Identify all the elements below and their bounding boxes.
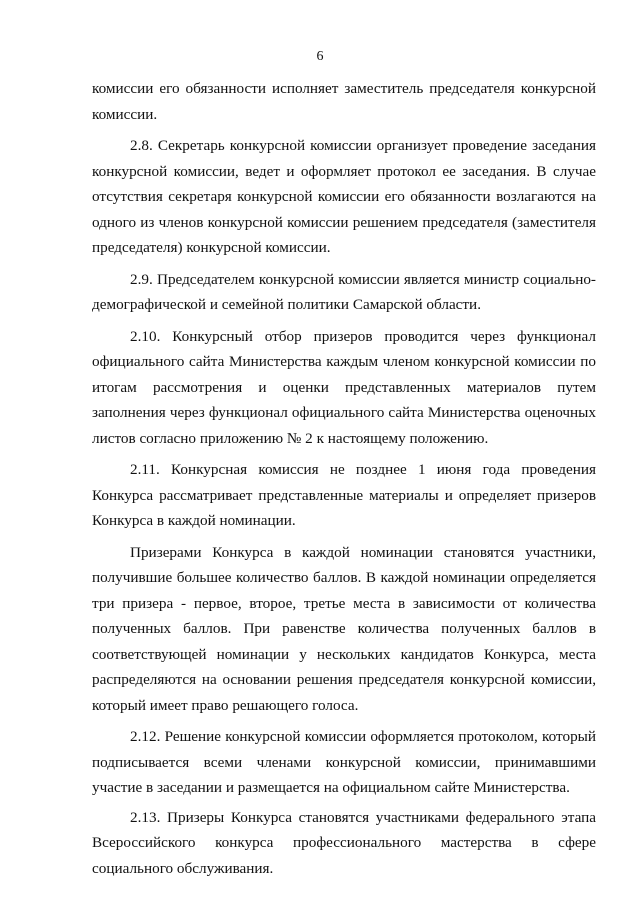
paragraph-2-12: 2.12. Решение конкурсной комиссии оформляется протоколом, который подписывается всеми членами конкурсной комиссии, принимавшими участие в заседании и размещается на официальном сайте Министерства.: [92, 728, 596, 796]
paragraph-prize-winners: Призерами Конкурса в каждой номинации становятся участники, получившие большее количество баллов. В каждой номинации определяется три призера - первое, второе, третье места в зависимости от количества полученных баллов. При равенстве количества полученных баллов в соответствующей номинации у нескольких кандидатов Конкурса, места распределяются на основании решения председателя конкурсной комиссии, который имеет право решающего голоса.: [92, 543, 596, 714]
paragraph-2-8: 2.8. Секретарь конкурсной комиссии организует проведение заседания конкурсной комиссии, ведет и оформляет протокол ее заседания. В случае отсутствия секретаря конкурсной комиссии его обязанности возлагаются на одного из членов конкурсной комиссии решением председателя (заместителя председателя) конкурсной комиссии.: [92, 137, 596, 256]
paragraph-2-11: 2.11. Конкурсная комиссия не позднее 1 июня года проведения Конкурса рассматривает представленные материалы и определяет призеров Конкурса в каждой номинации.: [92, 461, 596, 529]
document-body: [92, 76, 596, 887]
paragraph-2-13: 2.13. Призеры Конкурса становятся участниками федерального этапа Всероссийского конкурса профессионального мастерства в сфере социального обслуживания.: [92, 808, 596, 877]
paragraph-continuation: комиссии его обязанности исполняет заместитель председателя конкурсной комиссии.: [92, 80, 596, 123]
paragraph-2-9: 2.9. Председателем конкурсной комиссии является министр социально-демографической и семейной политики Самарской области.: [92, 270, 596, 313]
paragraph-2-10: 2.10. Конкурсный отбор призеров проводится через функционал официального сайта Министерства каждым членом конкурсной комиссии по итогам рассмотрения и оценки представленных материалов путем заполнения через функционал официального сайта Министерства оценочных листов согласно приложению № 2 к настоящему положению.: [92, 327, 596, 447]
page-number: 6: [316, 49, 324, 64]
